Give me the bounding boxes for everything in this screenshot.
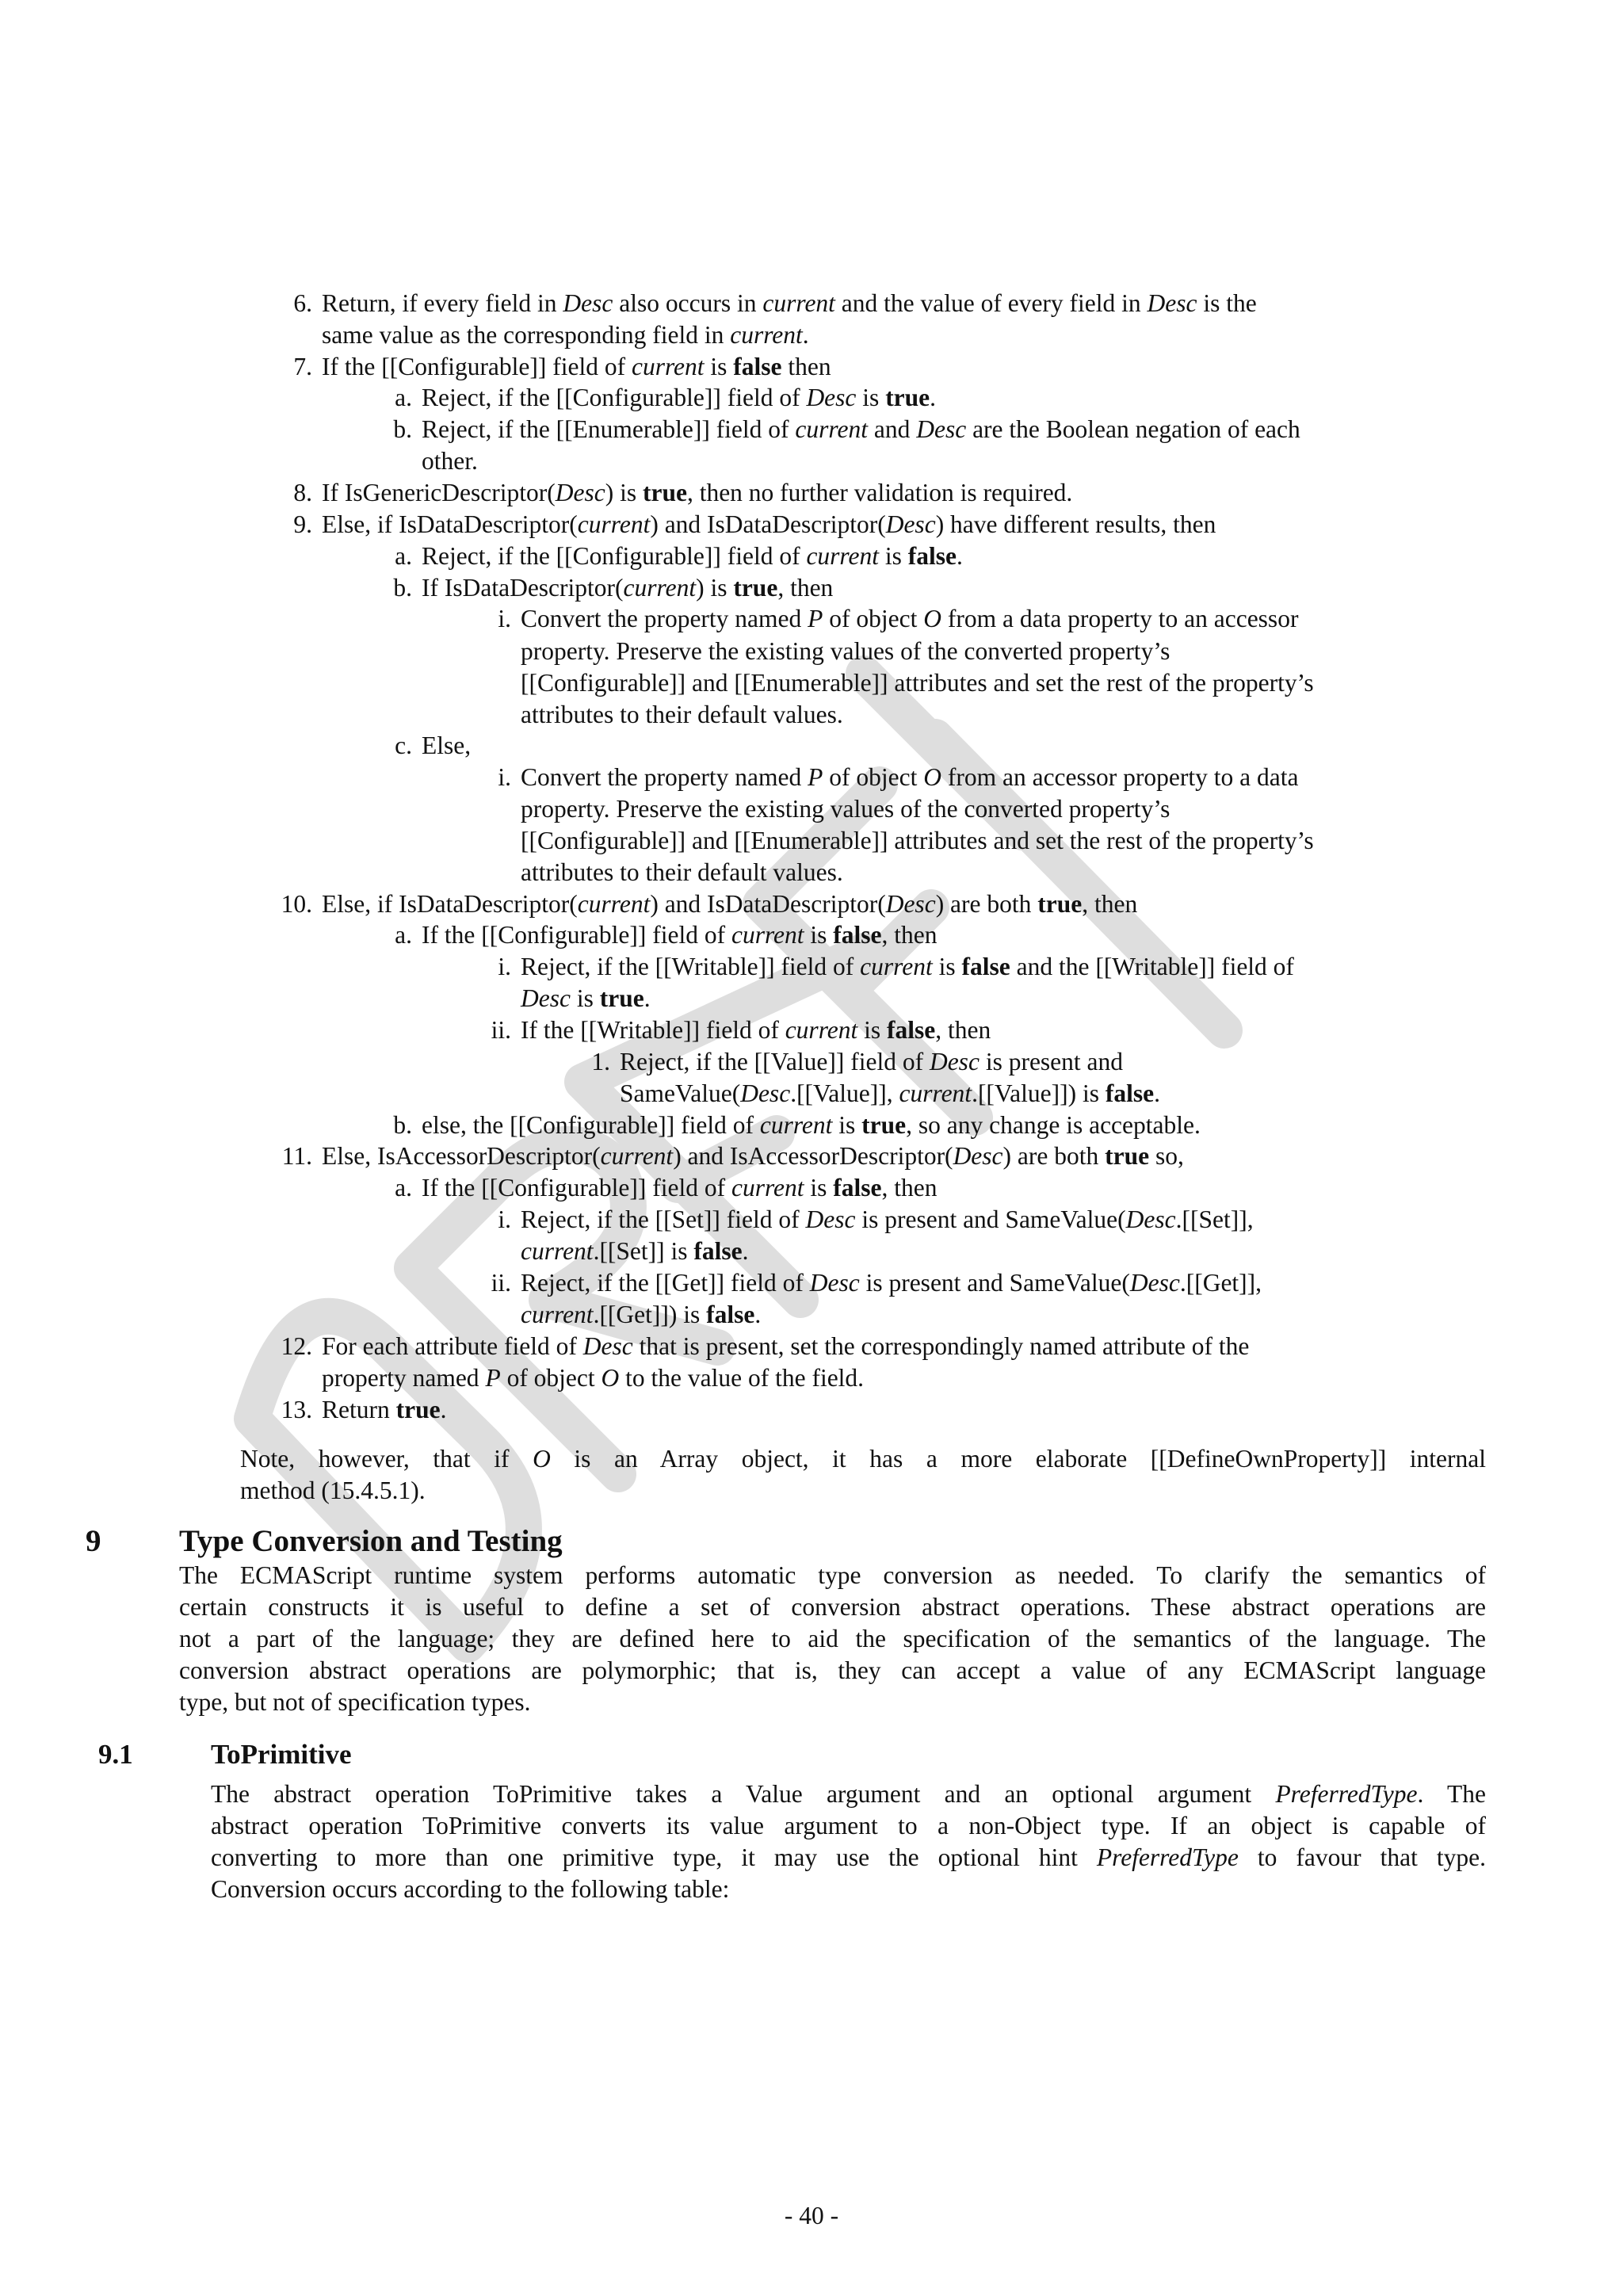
subsection-paragraph-line: The abstract operation ToPrimitive takes a Value argument and an optional argument PreferredType. The	[211, 1780, 1486, 1808]
step-number: 9.	[293, 510, 312, 538]
step-text-continued: attributes to their default values.	[521, 701, 843, 728]
section-title: Type Conversion and Testing	[179, 1524, 563, 1558]
step-text: If IsDataDescriptor(current) is true, then	[422, 574, 834, 602]
step-text-continued: property. Preserve the existing values of the converted property’s	[521, 637, 1170, 665]
step-text-continued: Desc is true.	[521, 984, 651, 1012]
step-number: a.	[395, 542, 412, 570]
step-text: Else, IsAccessorDescriptor(current) and IsAccessorDescriptor(Desc) are both true so,	[322, 1142, 1184, 1170]
step-number: 12.	[281, 1332, 312, 1360]
step-text: Return true.	[322, 1396, 447, 1423]
section-paragraph-line: The ECMAScript runtime system performs automatic type conversion as needed. To clarify the semantics of	[179, 1561, 1486, 1589]
step-text: If the [[Configurable]] field of current is false then	[322, 353, 831, 380]
page-number: - 40 -	[784, 2202, 839, 2229]
step-number: 6.	[293, 289, 312, 317]
subsection-paragraph-line: Conversion occurs according to the following table:	[211, 1875, 730, 1903]
step-text-continued: property named P of object O to the value of the field.	[322, 1364, 865, 1392]
subsection-paragraph-line: abstract operation ToPrimitive converts its value argument to a non-Object type. If an object is capable of	[211, 1812, 1486, 1839]
step-number: 8.	[293, 479, 312, 506]
step-number: i.	[498, 1205, 511, 1233]
step-text: Reject, if the [[Configurable]] field of Desc is true.	[422, 384, 937, 411]
step-text-continued: attributes to their default values.	[521, 858, 843, 886]
step-text: Else,	[422, 732, 472, 759]
step-text: If the [[Configurable]] field of current is false, then	[422, 921, 938, 949]
step-number: 10.	[281, 890, 312, 918]
subsection-number: 9.1	[98, 1739, 133, 1770]
step-text: If the [[Configurable]] field of current is false, then	[422, 1174, 938, 1201]
step-number: ii.	[491, 1016, 511, 1044]
step-text: Reject, if the [[Set]] field of Desc is present and SameValue(Desc.[[Set]],	[521, 1205, 1254, 1233]
section-paragraph-line: conversion abstract operations are polymorphic; that is, they can accept a value of any ECMAScript language	[179, 1656, 1486, 1684]
section-number: 9	[86, 1524, 101, 1558]
step-text: Return, if every field in Desc also occurs in current and the value of every field in Desc is the	[322, 289, 1257, 317]
step-text-continued: current.[[Get]]) is false.	[521, 1301, 762, 1328]
step-number: c.	[395, 732, 412, 759]
step-number: b.	[393, 1111, 412, 1139]
section-paragraph-line: type, but not of specification types.	[179, 1688, 531, 1716]
step-text: Reject, if the [[Value]] field of Desc is present and	[620, 1048, 1124, 1075]
step-text: Reject, if the [[Writable]] field of current is false and the [[Writable]] field of	[521, 953, 1294, 980]
step-text: Else, if IsDataDescriptor(current) and IsDataDescriptor(Desc) are both true, then	[322, 890, 1138, 918]
step-number: i.	[498, 953, 511, 980]
subsection-paragraph-line: converting to more than one primitive type, it may use the optional hint PreferredType to favour that type.	[211, 1843, 1486, 1871]
step-text-continued: property. Preserve the existing values of the converted property’s	[521, 795, 1170, 823]
step-text: Reject, if the [[Get]] field of Desc is present and SameValue(Desc.[[Get]],	[521, 1269, 1262, 1297]
step-text-continued: SameValue(Desc.[[Value]], current.[[Value]]) is false.	[620, 1079, 1160, 1107]
step-number: b.	[393, 574, 412, 602]
step-number: 11.	[281, 1142, 312, 1170]
step-number: ii.	[491, 1269, 511, 1297]
step-number: 1.	[591, 1048, 610, 1075]
step-text: else, the [[Configurable]] field of current is true, so any change is acceptable.	[422, 1111, 1201, 1139]
step-number: a.	[395, 921, 412, 949]
section-paragraph-line: not a part of the language; they are defined here to aid the specification of the semantics of the language. The	[179, 1625, 1486, 1652]
subsection-title: ToPrimitive	[211, 1739, 352, 1770]
note-line: method (15.4.5.1).	[240, 1477, 426, 1504]
step-number: i.	[498, 763, 511, 791]
step-number: 7.	[293, 353, 312, 380]
step-text-continued: [[Configurable]] and [[Enumerable]] attributes and set the rest of the property’s	[521, 669, 1314, 697]
step-text: Else, if IsDataDescriptor(current) and IsDataDescriptor(Desc) have different results, then	[322, 510, 1216, 538]
step-number: i.	[498, 605, 511, 632]
step-text: Reject, if the [[Enumerable]] field of current and Desc are the Boolean negation of each	[422, 415, 1300, 443]
step-text: If IsGenericDescriptor(Desc) is true, then no further validation is required.	[322, 479, 1073, 506]
step-text-continued: current.[[Set]] is false.	[521, 1237, 749, 1265]
step-text: Reject, if the [[Configurable]] field of current is false.	[422, 542, 963, 570]
step-text: Convert the property named P of object O from a data property to an accessor	[521, 605, 1299, 632]
step-text: For each attribute field of Desc that is present, set the correspondingly named attribute of the	[322, 1332, 1250, 1360]
step-text-continued: same value as the corresponding field in current.	[322, 321, 809, 349]
step-text-continued: other.	[422, 447, 478, 475]
section-paragraph-line: certain constructs it is useful to define a set of conversion abstract operations. These abstract operations are	[179, 1593, 1486, 1621]
step-text: If the [[Writable]] field of current is false, then	[521, 1016, 991, 1044]
note-line: Note, however, that if O is an Array object, it has a more elaborate [[DefineOwnProperty]] internal	[240, 1445, 1486, 1473]
step-number: a.	[395, 1174, 412, 1201]
step-number: a.	[395, 384, 412, 411]
step-text: Convert the property named P of object O from an accessor property to a data	[521, 763, 1299, 791]
step-number: b.	[393, 415, 412, 443]
step-text-continued: [[Configurable]] and [[Enumerable]] attributes and set the rest of the property’s	[521, 827, 1314, 854]
step-number: 13.	[281, 1396, 312, 1423]
